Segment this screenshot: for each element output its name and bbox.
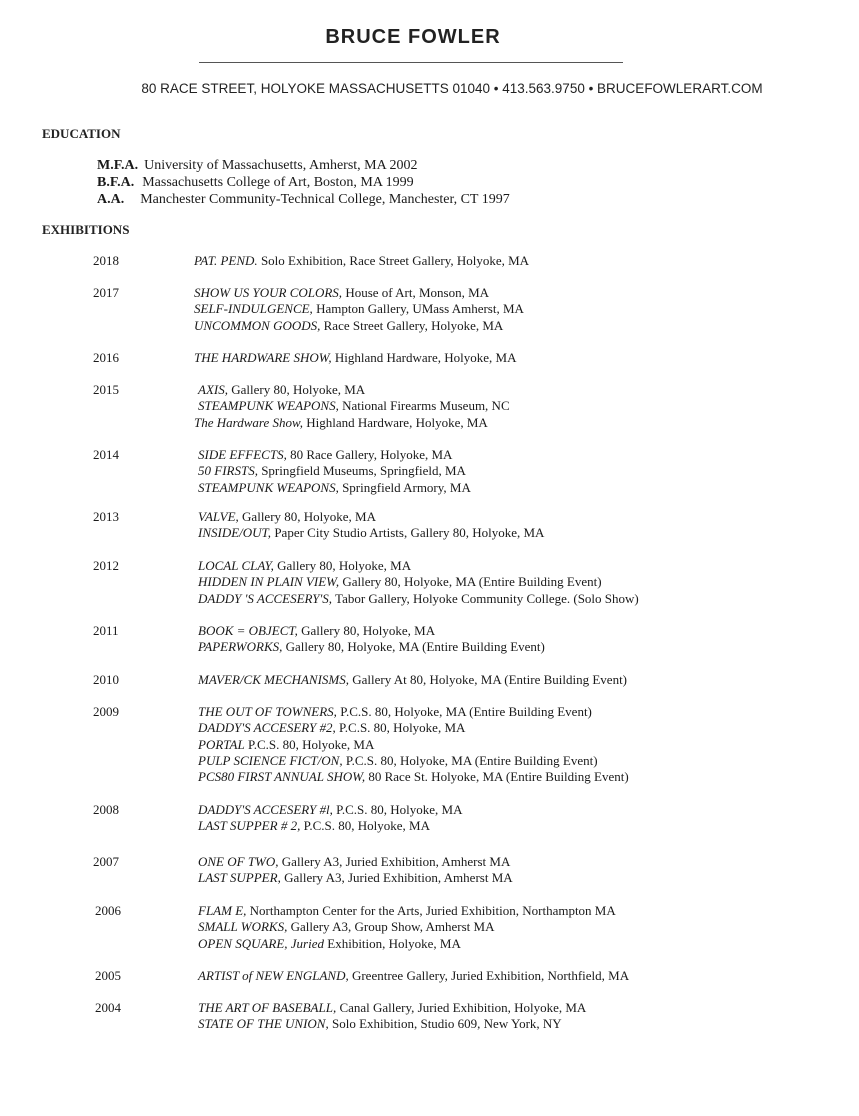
exhibition-venue: P.C.S. 80, Holyoke, MA xyxy=(244,736,375,752)
exhibition-entry xyxy=(198,769,629,785)
exhibition-title: STATE OF THE UNION, xyxy=(198,1016,329,1032)
exhibition-title: SELF-INDULGENCE, xyxy=(194,301,313,317)
exhibition-venue: House of Art, Monson, MA xyxy=(342,285,490,300)
exhibition-year: 2017 xyxy=(93,285,119,300)
exhibition-venue: Tabor Gallery, Holyoke Community College. (Solo Show) xyxy=(332,590,639,606)
education-item xyxy=(97,192,510,208)
exhibition-venue: 80 Race St. Holyoke, MA (Entire Building Event) xyxy=(365,769,629,785)
exhibition-title: UNCOMMON GOODS, xyxy=(194,317,321,333)
exhibition-venue: Gallery 80, Holyoke, MA xyxy=(273,558,412,573)
exhibition-title: BOOK = OBJECT, xyxy=(198,623,298,638)
exhibition-entry xyxy=(198,382,365,398)
exhibition-title: PAT. PEND. xyxy=(194,253,258,268)
exhibition-entry xyxy=(194,253,529,269)
exhibition-venue: National Firearms Museum, NC xyxy=(338,398,510,414)
exhibition-venue: P.C.S. 80, Holyoke, MA xyxy=(335,720,466,736)
exhibition-entry xyxy=(198,1016,562,1032)
exhibition-title: THE HARDWARE SHOW, xyxy=(194,350,332,365)
degree-label: M.F.A. xyxy=(97,158,139,173)
exhibition-entry xyxy=(194,350,516,366)
exhibition-entry xyxy=(198,509,376,525)
exhibition-venue: Exhibition, Holyoke, MA xyxy=(324,935,461,951)
exhibition-year: 2013 xyxy=(93,509,119,524)
exhibition-entry xyxy=(194,415,488,431)
exhibition-title: DADDY'S ACCESERY #l, xyxy=(198,802,333,817)
exhibition-entry xyxy=(198,574,602,590)
exhibition-title: STEAMPUNK WEAPONS, xyxy=(198,479,339,495)
exhibition-entry xyxy=(198,968,629,984)
exhibition-entry xyxy=(194,301,524,317)
exhibition-year: 2009 xyxy=(93,704,119,719)
degree-detail: Manchester Community-Technical College, Manchester, CT 1997 xyxy=(140,192,510,207)
exhibition-entry xyxy=(198,854,510,870)
exhibition-entry xyxy=(198,1000,586,1016)
exhibition-title: THE OUT OF TOWNERS, xyxy=(198,704,337,719)
exhibition-entry xyxy=(198,753,598,769)
exhibition-title: DADDY'S ACCESERY #2, xyxy=(198,720,336,736)
exhibition-title: PAPERWORKS, xyxy=(198,639,283,655)
exhibition-venue: P.C.S. 80, Holyoke, MA (Entire Building Event) xyxy=(336,704,592,719)
exhibition-venue: Gallery 80, Holyoke, MA (Entire Building Event) xyxy=(339,574,602,590)
exhibition-entry xyxy=(198,720,465,736)
exhibition-title: PCS80 FIRST ANNUAL SHOW, xyxy=(198,769,366,785)
exhibition-entry xyxy=(198,463,466,479)
exhibition-title: PULP SCIENCE FICT/ON, xyxy=(198,752,343,768)
exhibition-title: AXIS, xyxy=(198,382,228,397)
exhibition-title: FLAM E, xyxy=(198,903,247,918)
education-item xyxy=(97,158,417,174)
degree-detail: Massachusetts College of Art, Boston, MA 1999 xyxy=(142,175,414,190)
exhibition-title: THE ART OF BASEBALL, xyxy=(198,1000,337,1015)
header-rule xyxy=(199,62,623,63)
exhibition-venue: P.C.S. 80, Holyoke, MA (Entire Building Event) xyxy=(342,752,598,768)
exhibition-venue: P.C.S. 80, Holyoke, MA xyxy=(300,818,430,834)
exhibition-venue: Gallery A3, Juried Exhibition, Amherst MA xyxy=(278,854,511,869)
exhibition-title: INSIDE/OUT, xyxy=(198,525,272,541)
exhibition-title: OPEN SQUARE, Juried xyxy=(198,935,325,951)
exhibition-year: 2011 xyxy=(93,623,119,638)
exhibition-year: 2014 xyxy=(93,447,119,462)
exhibition-venue: Gallery At 80, Holyoke, MA (Entire Building Event) xyxy=(349,672,628,687)
exhibition-venue: Paper City Studio Artists, Gallery 80, Holyoke, MA xyxy=(271,525,545,541)
exhibition-title: SIDE EFFECTS, xyxy=(198,447,287,462)
education-item xyxy=(97,175,414,191)
exhibition-title: ONE OF TWO, xyxy=(198,854,279,869)
exhibition-venue: Gallery 80, Holyoke, MA (Entire Building Event) xyxy=(282,639,545,655)
exhibition-venue: Gallery A3, Group Show, Amherst MA xyxy=(287,919,495,935)
exhibition-year: 2004 xyxy=(95,1000,121,1015)
exhibition-entry xyxy=(198,919,494,935)
exhibition-entry xyxy=(194,318,503,334)
exhibition-venue: Gallery 80, Holyoke, MA xyxy=(227,382,366,397)
resume-name: BRUCE FOWLER xyxy=(325,26,501,48)
exhibition-title: DADDY 'S ACCESERY'S, xyxy=(198,590,333,606)
exhibition-title: MAVER/CK MECHANISMS, xyxy=(198,672,349,687)
exhibition-year: 2005 xyxy=(95,968,121,983)
exhibition-title: LOCAL CLAY, xyxy=(198,558,274,573)
exhibition-venue: Hampton Gallery, UMass Amherst, MA xyxy=(312,301,524,317)
exhibition-venue: Greentree Gallery, Juried Exhibition, Northfield, MA xyxy=(348,968,630,983)
exhibition-title: HIDDEN IN PLAIN VIEW, xyxy=(198,574,340,590)
exhibition-entry xyxy=(198,737,374,753)
contact-line: 80 RACE STREET, HOLYOKE MASSACHUSETTS 01040 • 413.563.9750 • BRUCEFOWLERART.COM xyxy=(141,81,763,96)
exhibition-title: SHOW US YOUR COLORS, xyxy=(194,285,343,300)
exhibition-venue: Northampton Center for the Arts, Juried Exhibition, Northampton MA xyxy=(246,903,616,918)
exhibition-entry xyxy=(198,447,452,463)
exhibition-venue: Gallery A3, Juried Exhibition, Amherst MA xyxy=(280,870,513,886)
exhibition-title: LAST SUPPER # 2, xyxy=(198,818,301,834)
exhibition-year: 2008 xyxy=(93,802,119,817)
exhibition-entry xyxy=(198,591,639,607)
exhibition-venue: Race Street Gallery, Holyoke, MA xyxy=(320,317,504,333)
exhibition-year: 2006 xyxy=(95,903,121,918)
exhibition-entry xyxy=(198,398,510,414)
exhibition-venue: Springfield Museums, Springfield, MA xyxy=(257,463,466,479)
exhibition-year: 2016 xyxy=(93,350,119,365)
exhibition-entry xyxy=(198,870,513,886)
exhibition-entry xyxy=(198,672,627,688)
exhibition-entry xyxy=(198,818,430,834)
exhibition-venue: P.C.S. 80, Holyoke, MA xyxy=(332,802,463,817)
exhibition-title: The Hardware Show, xyxy=(194,414,303,430)
exhibition-entry xyxy=(198,936,461,952)
education-heading: EDUCATION xyxy=(42,126,121,141)
exhibition-venue: Highland Hardware, Holyoke, MA xyxy=(302,414,488,430)
exhibition-entry xyxy=(194,285,489,301)
exhibition-title: LAST SUPPER, xyxy=(198,870,281,886)
exhibition-venue: Springfield Armory, MA xyxy=(338,479,471,495)
exhibition-entry xyxy=(198,704,592,720)
exhibition-entry xyxy=(198,623,435,639)
exhibition-venue: Solo Exhibition, Race Street Gallery, Holyoke, MA xyxy=(257,253,530,268)
exhibition-venue: Highland Hardware, Holyoke, MA xyxy=(331,350,517,365)
exhibition-entry xyxy=(198,639,545,655)
degree-label: B.F.A. xyxy=(97,175,135,190)
exhibition-title: PORTAL xyxy=(198,736,245,752)
exhibition-entry xyxy=(198,558,411,574)
exhibition-venue: 80 Race Gallery, Holyoke, MA xyxy=(286,447,453,462)
exhibition-entry xyxy=(198,525,544,541)
exhibition-title: VALVE, xyxy=(198,509,239,524)
degree-label: A.A. xyxy=(97,192,125,207)
exhibition-title: STEAMPUNK WEAPONS, xyxy=(198,398,339,414)
exhibition-title: SMALL WORKS, xyxy=(198,919,288,935)
exhibition-entry xyxy=(198,802,463,818)
exhibition-venue: Gallery 80, Holyoke, MA xyxy=(297,623,436,638)
exhibition-year: 2015 xyxy=(93,382,119,397)
exhibition-title: 50 FIRSTS, xyxy=(198,463,258,479)
exhibition-year: 2007 xyxy=(93,854,119,869)
exhibition-venue: Canal Gallery, Juried Exhibition, Holyoke, MA xyxy=(336,1000,587,1015)
exhibition-entry xyxy=(198,480,471,496)
degree-detail: University of Massachusetts, Amherst, MA 2002 xyxy=(144,158,418,173)
exhibition-year: 2018 xyxy=(93,253,119,268)
exhibition-venue: Solo Exhibition, Studio 609, New York, NY xyxy=(328,1016,562,1032)
exhibition-venue: Gallery 80, Holyoke, MA xyxy=(238,509,376,524)
exhibition-year: 2012 xyxy=(93,558,119,573)
exhibition-year: 2010 xyxy=(93,672,119,687)
exhibitions-heading: EXHIBITIONS xyxy=(42,222,130,237)
exhibition-entry xyxy=(198,903,616,919)
exhibition-title: ARTIST of NEW ENGLAND, xyxy=(198,968,349,983)
